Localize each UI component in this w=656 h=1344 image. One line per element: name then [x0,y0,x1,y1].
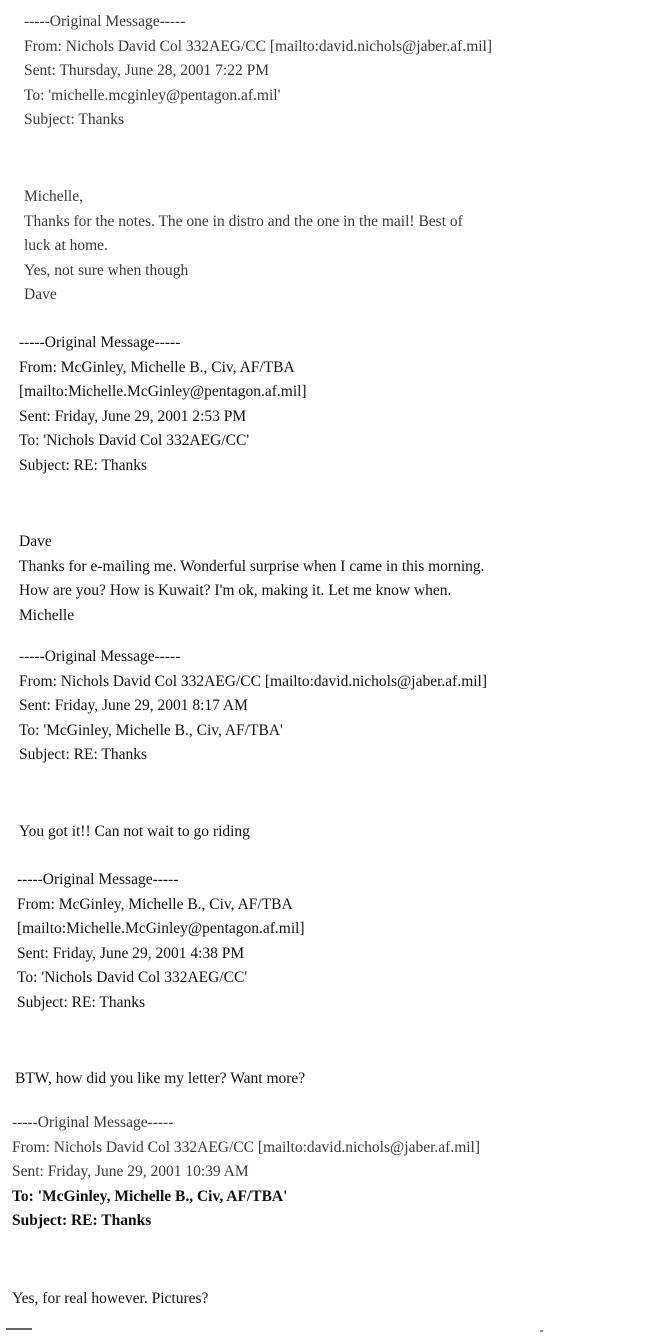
from-line: From: McGinley, Michelle B., Civ, AF/TBA [19,358,295,376]
subject-line: Subject: RE: Thanks [19,746,148,763]
from-line: From: Nichols David Col 332AEG/CC [mailto:david.nichols@jaber.af.mil] [12,1138,481,1156]
sent-line: Sent: Friday, June 29, 2001 4:38 PM [17,944,245,962]
to-line: To: 'Nichols David Col 332AEG/CC' [19,432,250,449]
body-line: Thanks for e-mailing me. Wonderful surprise when I came in this morning. [19,557,485,575]
subject-line: Subject: RE: Thanks [19,456,148,474]
sent-line: Sent: Thursday, June 28, 2001 7:22 PM [24,62,269,79]
to-line: To: 'McGinley, Michelle B., Civ, AF/TBA' [12,1187,288,1205]
scan-artifact-dot [540,1330,543,1332]
message-1-header [24,10,492,133]
separator: -----Original Message----- [17,871,179,888]
separator: -----Original Message----- [12,1114,174,1131]
message-4-body [15,1067,305,1092]
sent-line: Sent: Friday, June 29, 2001 8:17 AM [19,697,248,714]
from-line: From: McGinley, Michelle B., Civ, AF/TBA [17,895,293,913]
body-line: Yes, for real however. Pictures? [12,1290,209,1307]
separator: -----Original Message----- [19,334,181,351]
scan-artifact-mark [6,1328,32,1330]
body-line: How are you? How is Kuwait? I'm ok, making it. Let me know when. [19,582,452,599]
body-line: Thanks for the notes. The one in distro and the one in the mail! Best of [24,212,463,230]
body-line: BTW, how did you like my letter? Want more? [15,1070,306,1087]
message-3-body [19,820,250,845]
body-line: You got it!! Can not wait to go riding [19,823,250,840]
sent-line: Sent: Friday, June 29, 2001 2:53 PM [19,407,247,425]
body-line: Michelle, [24,188,83,205]
message-5-header [12,1111,480,1234]
mailto-line: [mailto:Michelle.McGinley@pentagon.af.mil] [17,920,305,937]
body-line: Michelle [19,606,75,624]
subject-line: Subject: RE: Thanks [12,1212,152,1229]
message-5-body [12,1287,208,1312]
sent-line: Sent: Friday, June 29, 2001 10:39 AM [12,1163,249,1180]
separator: -----Original Message----- [19,648,181,665]
to-line: To: 'McGinley, Michelle B., Civ, AF/TBA' [19,721,283,739]
body-line: Yes, not sure when though [24,261,189,279]
subject-line: Subject: RE: Thanks [17,993,146,1011]
subject-line: Subject: Thanks [24,111,125,128]
message-4-header [17,868,305,1015]
body-line: Dave [19,533,52,550]
to-line: To: 'Nichols David Col 332AEG/CC' [17,969,248,986]
from-line: From: Nichols David Col 332AEG/CC [mailto:david.nichols@jaber.af.mil] [24,37,493,55]
body-line: Dave [24,286,57,303]
message-3-header [19,645,487,768]
message-2-header [19,331,307,478]
message-2-body [19,530,485,628]
to-line: To: 'michelle.mcginley@pentagon.af.mil' [24,86,281,104]
separator: -----Original Message----- [24,13,186,30]
body-line: luck at home. [24,237,108,254]
message-1-body [24,185,463,308]
from-line: From: Nichols David Col 332AEG/CC [mailto:david.nichols@jaber.af.mil] [19,672,488,690]
mailto-line: [mailto:Michelle.McGinley@pentagon.af.mil] [19,383,307,400]
